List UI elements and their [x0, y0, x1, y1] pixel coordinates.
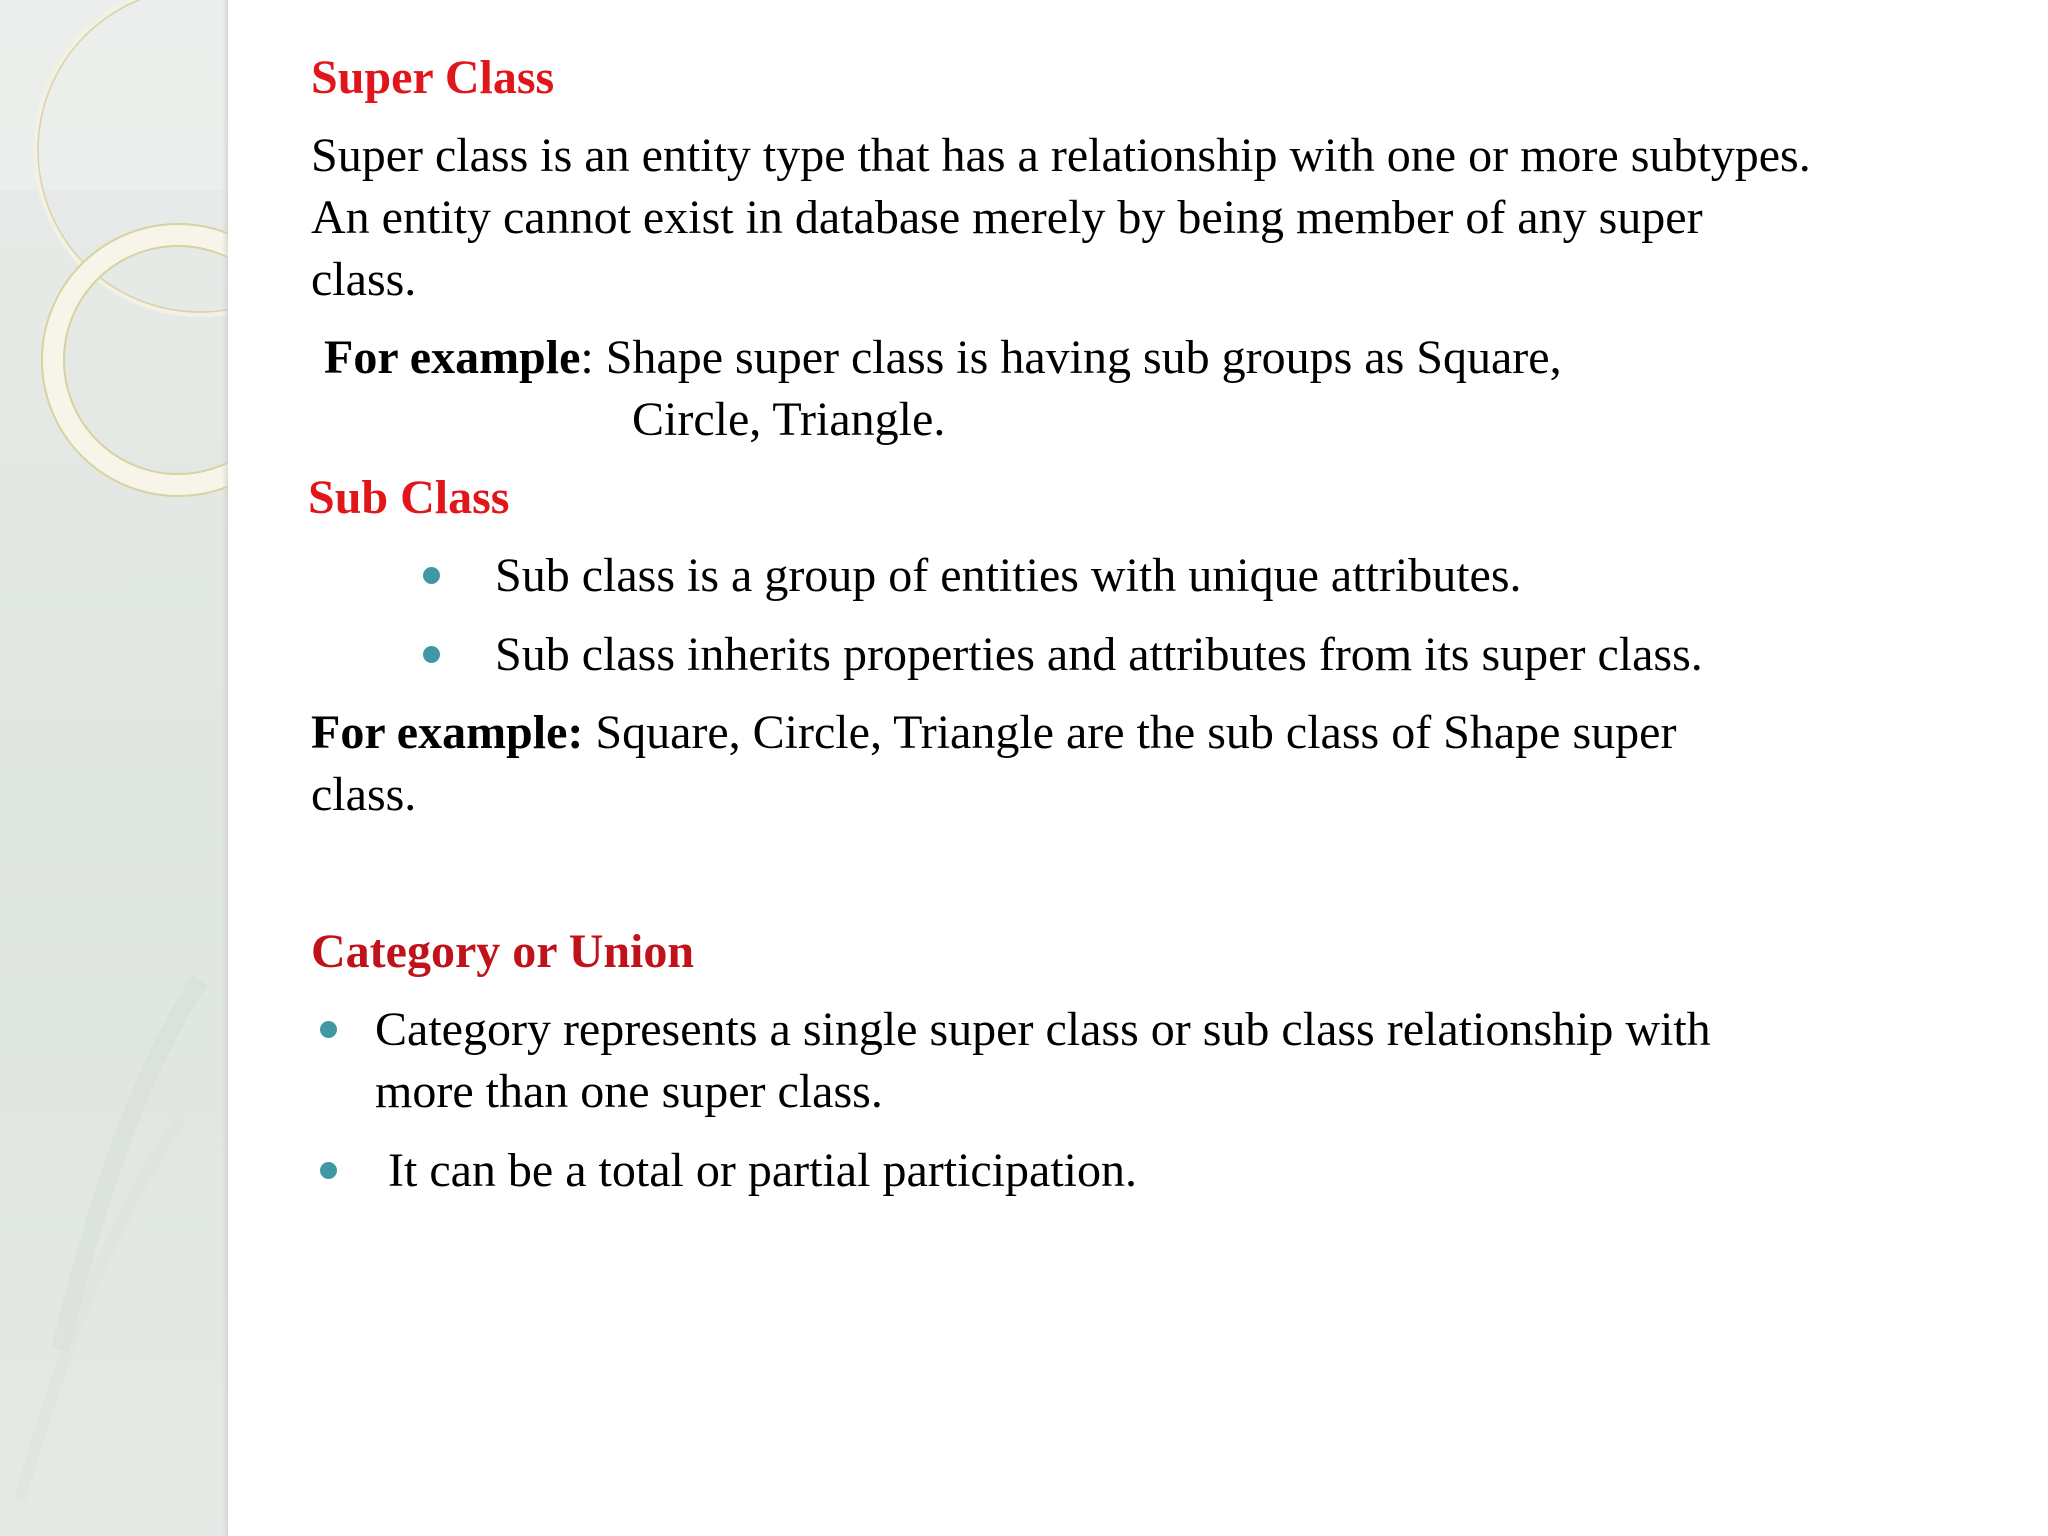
super-class-example-label: For example — [324, 331, 581, 384]
category-bullet-1-line-1: Category represents a single super class or sub class relationship with — [375, 1003, 1711, 1056]
sub-class-example-line-2: class. — [311, 768, 417, 821]
category-bullet-2: It can be a total or partial participation. — [388, 1144, 1138, 1197]
super-class-example-text: : Shape super class is having sub groups as Square, — [580, 331, 1562, 384]
bullet-dot-icon — [320, 1021, 337, 1038]
super-class-example-line-2: Circle, Triangle. — [632, 393, 946, 446]
bullet-dot-icon — [320, 1162, 337, 1179]
category-heading: Category or Union — [311, 925, 695, 978]
sub-class-bullet-1: Sub class is a group of entities with unique attributes. — [495, 549, 1522, 602]
bullet-dot-icon — [423, 646, 440, 663]
sub-class-example-label: For example: — [311, 706, 584, 759]
super-class-text-line-1: Super class is an entity type that has a relationship with one or more subtypes. — [311, 129, 1811, 182]
sub-class-example-text: Square, Circle, Triangle are the sub class of Shape super — [583, 706, 1677, 759]
bullet-dot-icon — [423, 567, 440, 584]
sub-class-example-line-1 — [311, 703, 1676, 763]
decorative-side-panel — [0, 0, 228, 1536]
sub-class-heading: Sub Class — [308, 471, 510, 524]
super-class-heading: Super Class — [311, 51, 555, 104]
super-class-text-line-3: class. — [311, 253, 417, 306]
sub-class-bullet-2: Sub class inherits properties and attributes from its super class. — [495, 628, 1703, 681]
super-class-example-line-1 — [324, 328, 1562, 388]
super-class-text-line-2: An entity cannot exist in database merely by being member of any super — [311, 191, 1703, 244]
decorative-rings-graphic — [0, 0, 228, 1536]
category-bullet-1-line-2: more than one super class. — [375, 1065, 883, 1118]
